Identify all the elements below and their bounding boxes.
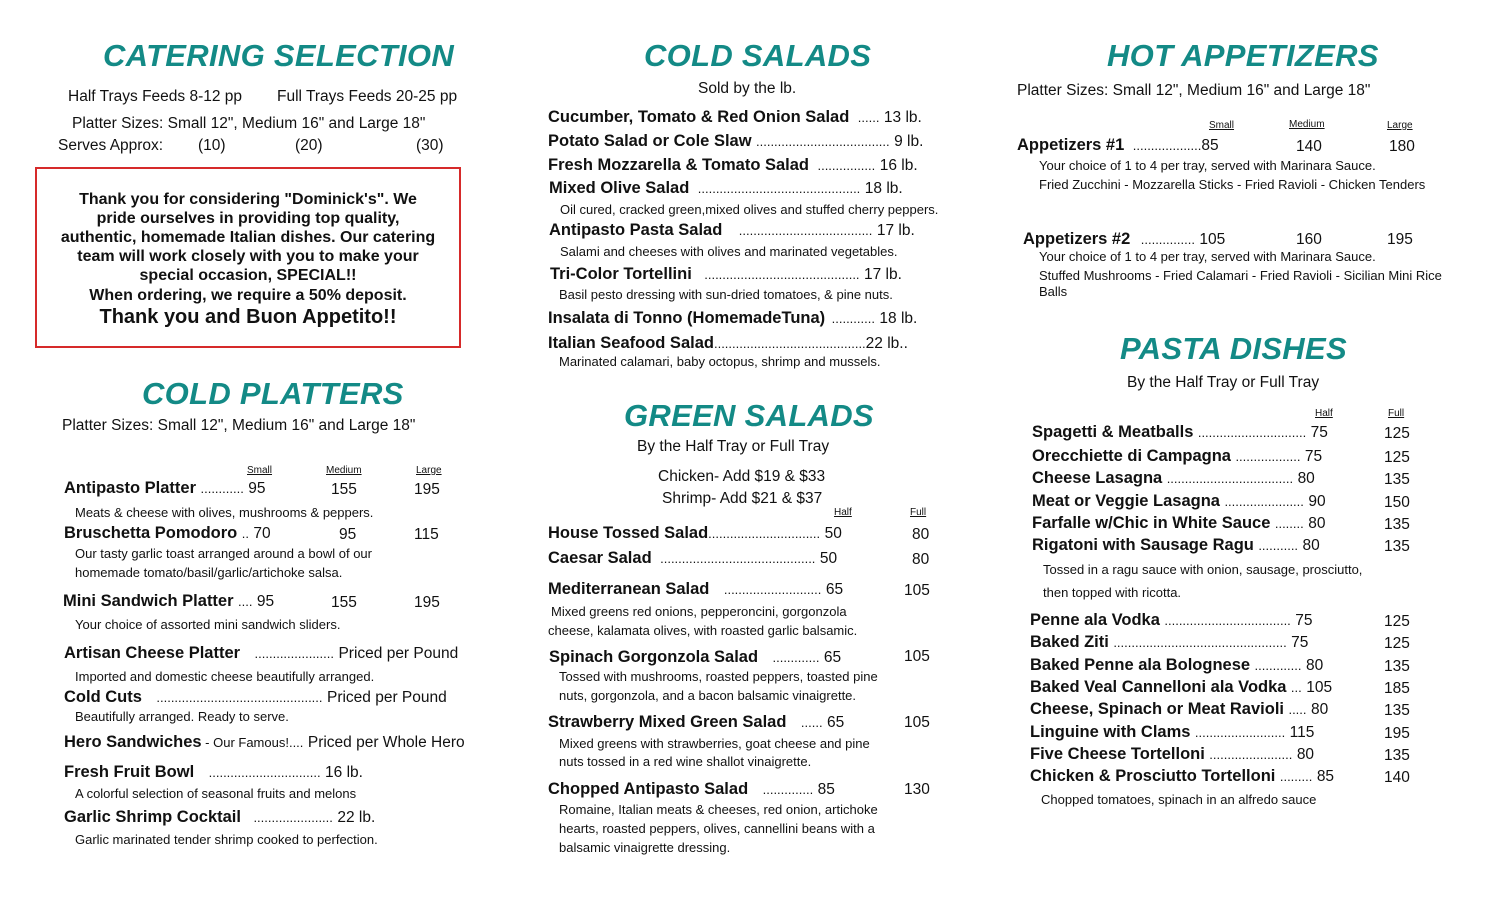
item-price-full: 105 xyxy=(904,714,930,731)
item-name: Baked Penne ala Bolognese xyxy=(1030,656,1251,674)
col-full-label: Full xyxy=(1388,408,1405,419)
item-price-half: 65 xyxy=(825,581,844,598)
item-name: Meat or Veggie Lasagna xyxy=(1032,492,1220,510)
item-price-half: 75 xyxy=(1295,612,1313,629)
leader-dots: ....................... xyxy=(1209,747,1293,762)
chicken-addon: Chicken- Add $19 & $33 xyxy=(658,468,826,485)
item-name: House Tossed Salad xyxy=(548,524,709,542)
item-price-full: 125 xyxy=(1384,425,1410,442)
item-desc: then topped with ricotta. xyxy=(1043,585,1182,600)
item-price-half: 80 xyxy=(1296,746,1315,763)
hot-appetizers-sizes: Platter Sizes: Small 12", Medium 16" and Large 18" xyxy=(1017,82,1371,99)
menu-item xyxy=(1032,536,1320,555)
col-large-label: Large xyxy=(1387,120,1413,131)
cold-platters-sizes: Platter Sizes: Small 12", Medium 16" and Large 18" xyxy=(62,417,416,434)
notice-line: team will work closely with you to make your xyxy=(77,248,419,265)
item-desc: Stuffed Mushrooms - Fried Calamari - Fried Ravioli - Sicilian Mini Rice xyxy=(1039,268,1442,283)
menu-item xyxy=(1017,136,1219,155)
item-name: Appetizers #2 xyxy=(1023,230,1131,248)
notice-line: Thank you for considering "Dominick's". We xyxy=(79,191,417,208)
notice-line: authentic, homemade Italian dishes. Our catering xyxy=(60,229,436,246)
item-price-half: 85 xyxy=(817,781,835,798)
menu-item xyxy=(548,780,835,799)
catering-title: CATERING SELECTION xyxy=(103,38,455,73)
menu-item xyxy=(1032,469,1315,488)
item-price-medium: 155 xyxy=(331,594,357,611)
leader-dots: ..................................... xyxy=(756,134,890,149)
item-desc: Chopped tomatoes, spinach in an alfredo sauce xyxy=(1041,792,1317,807)
menu-item xyxy=(548,132,923,151)
item-desc: Oil cured, cracked green,mixed olives and stuffed cherry peppers. xyxy=(560,202,939,217)
item-name: Cucumber, Tomato & Red Onion Salad xyxy=(548,108,850,126)
item-price: 95 xyxy=(248,480,266,497)
item-name: Linguine with Clams xyxy=(1030,723,1191,741)
item-price-large: 195 xyxy=(1387,231,1413,248)
serves-small: (10) xyxy=(198,137,226,154)
menu-item xyxy=(549,221,915,240)
item-price-half: 50 xyxy=(819,550,838,567)
menu-item xyxy=(1023,230,1225,249)
notice-line: When ordering, we require a 50% deposit. xyxy=(89,287,407,304)
menu-item xyxy=(1030,656,1323,675)
item-price-large: 195 xyxy=(414,481,440,498)
menu-item xyxy=(1030,767,1334,786)
item-price-medium: 140 xyxy=(1296,138,1322,155)
item-name: Fresh Mozzarella & Tomato Salad xyxy=(548,156,810,174)
item-name: Italian Seafood Salad xyxy=(548,334,714,352)
item-price-full: 135 xyxy=(1384,516,1410,533)
item-price-half: 65 xyxy=(827,714,845,731)
menu-item xyxy=(548,309,917,328)
item-desc: Salami and cheeses with olives and marinated vegetables. xyxy=(560,244,898,259)
catering-platter-sizes: Platter Sizes: Small 12", Medium 16" and Large 18" xyxy=(72,115,426,132)
item-price-full: 135 xyxy=(1384,658,1410,675)
item-desc: Tossed with mushrooms, roasted peppers, toasted pine xyxy=(559,669,878,684)
leader-dots: ................................... xyxy=(1166,471,1294,486)
item-price-half: 90 xyxy=(1308,493,1326,510)
leader-dots: ................ xyxy=(817,158,876,173)
menu-item xyxy=(1030,611,1313,630)
menu-item xyxy=(64,524,271,543)
item-price-full: 105 xyxy=(904,582,930,599)
item-price-large: 180 xyxy=(1389,138,1415,155)
item-desc: Basil pesto dressing with sun-dried tomatoes, & pine nuts. xyxy=(559,287,893,302)
green-salads-title: GREEN SALADS xyxy=(624,398,874,433)
menu-item xyxy=(1030,678,1332,697)
leader-dots: .... xyxy=(237,594,253,609)
item-price-half: 75 xyxy=(1304,448,1323,465)
item-price: 18 lb. xyxy=(879,310,918,327)
leader-dots: ... xyxy=(1290,680,1302,695)
item-name: Bruschetta Pomodoro xyxy=(64,524,238,542)
item-name: Rigatoni with Sausage Ragu xyxy=(1032,536,1254,554)
menu-item xyxy=(64,688,447,707)
item-price-full: 135 xyxy=(1384,747,1410,764)
item-price-full: 135 xyxy=(1384,538,1410,555)
item-desc: Your choice of assorted mini sandwich sliders. xyxy=(75,617,341,632)
menu-item xyxy=(548,334,908,353)
item-price-full: 140 xyxy=(1384,769,1410,786)
item-desc: Your choice of 1 to 4 per tray, served with Marinara Sauce. xyxy=(1039,158,1376,173)
item-name: Cheese Lasagna xyxy=(1032,469,1163,487)
cold-salads-title: COLD SALADS xyxy=(644,38,872,73)
col-half-label: Half xyxy=(834,507,852,518)
item-price-half: 85 xyxy=(1316,768,1335,785)
menu-item xyxy=(64,808,375,827)
item-name: Caesar Salad xyxy=(548,549,652,567)
col-small-label: Small xyxy=(1209,120,1235,131)
cold-salads-subtitle: Sold by the lb. xyxy=(698,80,797,97)
item-price: 22 lb.. xyxy=(865,335,908,352)
item-name: Five Cheese Tortelloni xyxy=(1030,745,1205,763)
item-price-medium: 155 xyxy=(331,481,357,498)
menu-item xyxy=(63,592,274,611)
item-name: Penne ala Vodka xyxy=(1030,611,1160,629)
item-price-large: 115 xyxy=(414,526,439,543)
menu-item xyxy=(548,713,844,732)
item-price-half: 80 xyxy=(1297,470,1315,487)
item-price-medium: 95 xyxy=(339,526,357,543)
leader-dots: ................................................ xyxy=(1113,635,1287,650)
item-price: 85 xyxy=(1201,137,1219,154)
item-name: Spinach Gorgonzola Salad xyxy=(549,648,759,666)
item-name: Spagetti & Meatballs xyxy=(1032,423,1194,441)
item-price: 105 xyxy=(1199,231,1226,248)
cold-platters-title: COLD PLATTERS xyxy=(142,376,404,411)
item-name: Cold Cuts xyxy=(64,688,142,706)
menu-item xyxy=(548,524,842,543)
full-trays-info: Full Trays Feeds 20-25 pp xyxy=(277,88,458,105)
leader-dots: ...................... xyxy=(1224,494,1304,509)
leader-dots: ............................... xyxy=(708,526,821,541)
item-desc: nuts, gorgonzola, and a bacon balsamic vinaigrette. xyxy=(559,688,857,703)
notice-line: pride ourselves in providing top quality, xyxy=(96,210,400,227)
leader-dots: ............... xyxy=(1140,232,1195,247)
menu-item xyxy=(548,156,918,175)
menu-item xyxy=(1032,447,1322,466)
menu-item xyxy=(548,108,922,127)
item-name: Hero Sandwiches xyxy=(64,733,202,751)
item-price: Priced per Pound xyxy=(338,645,459,662)
item-name: Mediterranean Salad xyxy=(548,580,710,598)
col-large-label: Large xyxy=(416,465,442,476)
item-name: Insalata di Tonno (HomemadeTuna) xyxy=(548,309,826,327)
green-salads-subtitle: By the Half Tray or Full Tray xyxy=(637,438,830,455)
item-price-full: 80 xyxy=(912,526,930,543)
item-price: 17 lb. xyxy=(864,266,902,283)
item-price-half: 80 xyxy=(1305,657,1324,674)
item-price-full: 150 xyxy=(1384,494,1410,511)
leader-dots: ............................... xyxy=(208,765,321,780)
pasta-subtitle: By the Half Tray or Full Tray xyxy=(1127,374,1320,391)
item-desc: Balls xyxy=(1039,284,1068,299)
item-price: Priced per Whole Hero xyxy=(307,734,465,751)
menu-item xyxy=(1032,423,1328,442)
item-price-half: 115 xyxy=(1289,724,1315,741)
item-name: Garlic Shrimp Cocktail xyxy=(64,808,241,826)
menu-item xyxy=(64,733,465,752)
leader-dots: ................................... xyxy=(1164,613,1291,628)
leader-dots: ........................... xyxy=(723,582,822,597)
leader-dots: ............ xyxy=(831,311,875,326)
item-name: Potato Salad or Cole Slaw xyxy=(548,132,752,150)
item-price: 17 lb. xyxy=(876,222,915,239)
item-name: Antipasto Pasta Salad xyxy=(549,221,723,239)
item-price-half: 80 xyxy=(1302,537,1320,554)
item-price: 95 xyxy=(256,593,275,610)
item-price-half: 75 xyxy=(1291,634,1309,651)
leader-dots: .............................................. xyxy=(156,690,323,705)
item-price-full: 125 xyxy=(1384,635,1410,652)
item-desc: Garlic marinated tender shrimp cooked to perfection. xyxy=(75,832,378,847)
item-desc: nuts tossed in a red wine shallot vinaigrette. xyxy=(559,754,812,769)
item-name: Mixed Olive Salad xyxy=(549,179,690,197)
item-price-full: 125 xyxy=(1384,449,1410,466)
item-desc: balsamic vinaigrette dressing. xyxy=(559,840,731,855)
col-small-label: Small xyxy=(247,465,273,476)
leader-dots: ...... xyxy=(857,110,880,125)
leader-dots: ...... xyxy=(800,715,823,730)
item-price-large: 195 xyxy=(414,594,440,611)
col-medium-label: Medium xyxy=(1289,119,1325,130)
menu-item xyxy=(1032,514,1325,533)
pasta-title: PASTA DISHES xyxy=(1120,331,1347,366)
leader-dots: ......... xyxy=(1279,769,1313,784)
item-desc: homemade tomato/basil/garlic/artichoke salsa. xyxy=(75,565,343,580)
item-price: 70 xyxy=(253,525,271,542)
menu-item xyxy=(1030,700,1328,719)
item-desc: Fried Zucchini - Mozzarella Sticks - Fried Ravioli - Chicken Tenders xyxy=(1039,177,1426,192)
item-price: 16 lb. xyxy=(325,764,363,781)
item-name: Chicken & Prosciutto Tortelloni xyxy=(1030,767,1276,785)
shrimp-addon: Shrimp- Add $21 & $37 xyxy=(662,490,823,507)
col-half-label: Half xyxy=(1315,408,1333,419)
leader-dots: ................... xyxy=(1132,138,1202,153)
item-note: - Our Famous!.... xyxy=(201,735,304,750)
menu-item xyxy=(549,648,841,667)
menu-item xyxy=(64,763,363,782)
item-name: Baked Ziti xyxy=(1030,633,1109,651)
leader-dots: ........................................... xyxy=(704,267,860,282)
item-price-full: 130 xyxy=(904,781,930,798)
leader-dots: .............................. xyxy=(1197,425,1307,440)
item-price-half: 65 xyxy=(823,649,842,666)
item-price: 13 lb. xyxy=(883,109,922,126)
leader-dots: .................. xyxy=(1235,449,1301,464)
item-desc: Imported and domestic cheese beautifully arranged. xyxy=(75,669,375,684)
col-medium-label: Medium xyxy=(326,465,362,476)
item-price-half: 105 xyxy=(1306,679,1333,696)
menu-item xyxy=(548,580,843,599)
menu-item xyxy=(64,644,458,663)
item-price-full: 105 xyxy=(904,648,930,665)
menu-item xyxy=(1030,723,1314,742)
item-desc: Tossed in a ragu sauce with onion, sausage, prosciutto, xyxy=(1043,562,1363,577)
leader-dots: ..................................... xyxy=(738,223,873,238)
item-price: 18 lb. xyxy=(864,180,903,197)
hot-appetizers-title: HOT APPETIZERS xyxy=(1107,38,1379,73)
item-price-full: 125 xyxy=(1384,613,1410,630)
item-name: Appetizers #1 xyxy=(1017,136,1125,154)
item-price-full: 135 xyxy=(1384,471,1410,488)
item-name: Artisan Cheese Platter xyxy=(64,644,241,662)
leader-dots: .............. xyxy=(762,782,814,797)
item-name: Baked Veal Cannelloni ala Vodka xyxy=(1030,678,1287,696)
item-desc: Meats & cheese with olives, mushrooms & peppers. xyxy=(75,505,374,520)
item-name: Mini Sandwich Platter xyxy=(63,592,234,610)
menu-item xyxy=(64,479,266,498)
leader-dots: ...................... xyxy=(254,646,334,661)
item-desc: hearts, roasted peppers, olives, cannellini beans with a xyxy=(559,821,875,836)
leader-dots: .. xyxy=(241,526,249,541)
item-desc: Your choice of 1 to 4 per tray, served with Marinara Sauce. xyxy=(1039,249,1376,264)
leader-dots: ............................................. xyxy=(697,181,861,196)
menu-item xyxy=(1032,492,1326,511)
item-name: Chopped Antipasto Salad xyxy=(548,780,749,798)
leader-dots: ........... xyxy=(1258,538,1299,553)
item-price: 9 lb. xyxy=(894,133,924,150)
item-name: Cheese, Spinach or Meat Ravioli xyxy=(1030,700,1284,718)
half-trays-info: Half Trays Feeds 8-12 pp xyxy=(68,88,243,105)
item-desc: Our tasty garlic toast arranged around a bowl of our xyxy=(75,546,372,561)
item-desc: Romaine, Italian meats & cheeses, red onion, artichoke xyxy=(559,802,878,817)
item-name: Antipasto Platter xyxy=(64,479,197,497)
menu-item xyxy=(1030,633,1308,652)
item-name: Fresh Fruit Bowl xyxy=(64,763,195,781)
item-price: Priced per Pound xyxy=(326,689,447,706)
item-desc: A colorful selection of seasonal fruits and melons xyxy=(75,786,357,801)
menu-item xyxy=(550,265,902,284)
leader-dots: .......................................... xyxy=(713,336,866,351)
item-name: Tri-Color Tortellini xyxy=(550,265,692,283)
item-desc: Mixed greens with strawberries, goat cheese and pine xyxy=(559,736,870,751)
leader-dots: ........ xyxy=(1274,516,1304,531)
item-price-half: 50 xyxy=(824,525,842,542)
serves-medium: (20) xyxy=(295,137,323,154)
item-name: Farfalle w/Chic in White Sauce xyxy=(1032,514,1271,532)
item-desc: Beautifully arranged. Ready to serve. xyxy=(75,709,289,724)
menu-item xyxy=(1030,745,1314,764)
menu-item xyxy=(549,179,903,198)
notice-closing: Thank you and Buon Appetito!! xyxy=(99,306,397,328)
serves-large: (30) xyxy=(416,137,444,154)
item-price: 22 lb. xyxy=(337,809,376,826)
leader-dots: ............. xyxy=(772,650,820,665)
leader-dots: ......................... xyxy=(1194,725,1286,740)
notice-line: special occasion, SPECIAL!! xyxy=(139,267,357,284)
item-price: 16 lb. xyxy=(879,157,918,174)
col-full-label: Full xyxy=(910,507,927,518)
item-desc: cheese, kalamata olives, with roasted garlic balsamic. xyxy=(548,623,858,638)
leader-dots: ..... xyxy=(1288,702,1307,717)
leader-dots: ............. xyxy=(1254,658,1302,673)
item-price-half: 80 xyxy=(1310,701,1329,718)
menu-item xyxy=(548,549,837,568)
item-price-half: 80 xyxy=(1308,515,1326,532)
item-price-full: 195 xyxy=(1384,725,1410,742)
item-desc: Marinated calamari, baby octopus, shrimp and mussels. xyxy=(559,354,881,369)
serves-label: Serves Approx: xyxy=(58,137,164,154)
item-price-full: 80 xyxy=(912,551,930,568)
item-name: Orecchiette di Campagna xyxy=(1032,447,1231,465)
item-price-full: 135 xyxy=(1384,702,1410,719)
item-price-medium: 160 xyxy=(1296,231,1322,248)
item-price-full: 185 xyxy=(1384,680,1410,697)
item-price-half: 75 xyxy=(1310,424,1328,441)
leader-dots: ...................... xyxy=(253,810,333,825)
leader-dots: ............ xyxy=(200,481,244,496)
item-desc: Mixed greens red onions, pepperoncini, gorgonzola xyxy=(551,604,847,619)
item-name: Strawberry Mixed Green Salad xyxy=(548,713,787,731)
leader-dots: ........................................... xyxy=(660,551,816,566)
